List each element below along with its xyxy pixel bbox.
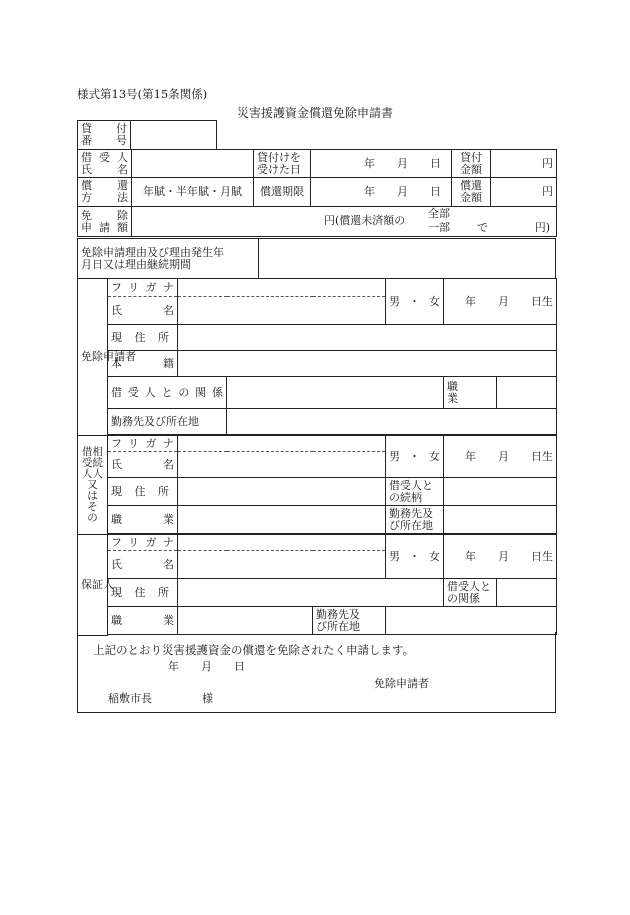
applicant-workplace-field[interactable] (227, 409, 557, 435)
heir-address-field[interactable] (178, 478, 386, 506)
guarantor-birthdate[interactable]: 年 月 日生 (444, 535, 557, 579)
guarantor-furigana-label: フリガナ (108, 535, 178, 551)
heir-name-label: 氏 名 (108, 452, 178, 478)
heir-address-label: 現住所 (108, 478, 178, 506)
applicant-address-label: 現住所 (108, 325, 178, 351)
loan-number-table (77, 120, 217, 150)
applicant-name-label: 氏 名 (108, 297, 178, 325)
loan-number-field[interactable] (131, 121, 217, 150)
loan-number-label: 貸 付 番 号 (78, 121, 131, 150)
heir-workplace-field[interactable] (444, 506, 557, 534)
applicant-signature-label: 免除申請者 (374, 677, 429, 690)
mayor-label: 稲敷市長 (108, 692, 152, 705)
loan-details-table (77, 149, 557, 237)
heir-birthdate[interactable]: 年 月 日生 (444, 436, 557, 478)
heir-group-label: 借相 受続 人人 又 はその (78, 436, 108, 535)
heir-occupation-label: 職 業 (108, 506, 178, 534)
applicant-occupation-field[interactable] (497, 377, 557, 409)
repay-amount-field[interactable]: 円 (491, 178, 557, 207)
guarantor-occupation-field[interactable] (178, 607, 313, 635)
repay-method-field[interactable]: 年賦・半年賦・月賦 (132, 178, 254, 207)
guarantor-furigana-field[interactable] (178, 535, 386, 551)
loan-amount-label: 貸付 金額 (452, 150, 491, 178)
repay-amount-label: 償還 金額 (452, 178, 491, 207)
loan-date-field[interactable]: 年 月 日 (311, 150, 452, 178)
repay-method-label: 償 還 方 法 (78, 178, 132, 207)
repay-period-label: 償還期限 (254, 178, 311, 207)
form-number: 様式第13号(第15条関係) (77, 87, 208, 101)
heir-workplace-label: 勤務先及 び所在地 (386, 506, 444, 534)
heir-relation-field[interactable] (444, 478, 557, 506)
reason-field[interactable] (259, 239, 556, 279)
applicant-gender[interactable]: 男・女 (386, 279, 444, 325)
applicant-furigana-label: フリガナ (108, 279, 178, 297)
exempt-amount-field[interactable]: 円(償還未済額の 全部 一部 で 円) (132, 207, 557, 237)
applicant-relation-field[interactable] (227, 377, 444, 409)
guarantor-group-label: 保証人 (78, 535, 108, 636)
heir-furigana-field[interactable] (178, 436, 386, 452)
persons-table (77, 278, 557, 636)
guarantor-relation-field[interactable] (497, 579, 557, 607)
applicant-workplace-label: 勤務先及び所在地 (108, 409, 227, 435)
applicant-relation-label: 借受人との関係 (108, 377, 227, 409)
applicant-occupation-label: 職 業 (444, 377, 497, 409)
application-statement-box (77, 632, 556, 713)
heir-furigana-label: フリガナ (108, 436, 178, 452)
applicant-domicile-label: 本 籍 (108, 351, 178, 377)
honorific-label: 様 (202, 692, 213, 705)
applicant-furigana-field[interactable] (178, 279, 386, 297)
guarantor-name-label: 氏 名 (108, 551, 178, 579)
guarantor-address-label: 現住所 (108, 579, 178, 607)
guarantor-workplace-label: 勤務先及 び所在地 (313, 607, 386, 635)
loan-amount-field[interactable]: 円 (491, 150, 557, 178)
application-date[interactable]: 年 月 日 (168, 660, 245, 673)
guarantor-relation-label: 借受人と の関係 (444, 579, 497, 607)
applicant-birthdate[interactable]: 年 月 日生 (444, 279, 557, 325)
applicant-address-field[interactable] (178, 325, 557, 351)
guarantor-address-field[interactable] (178, 579, 444, 607)
heir-name-field[interactable] (178, 452, 386, 478)
borrower-name-field[interactable] (132, 150, 254, 178)
guarantor-name-field[interactable] (178, 551, 386, 579)
repay-period-field[interactable]: 年 月 日 (311, 178, 452, 207)
document-title: 災害援護資金償還免除申請書 (236, 106, 393, 120)
guarantor-gender[interactable]: 男・女 (386, 535, 444, 579)
exempt-amount-label: 免 除 申請額 (78, 207, 132, 237)
reason-label: 免除申請理由及び理由発生年 月日又は理由継続期間 (78, 239, 259, 279)
guarantor-occupation-label: 職 業 (108, 607, 178, 635)
applicant-domicile-field[interactable] (178, 351, 557, 377)
borrower-name-label: 借受人 氏 名 (78, 150, 132, 178)
applicant-name-field[interactable] (178, 297, 386, 325)
heir-occupation-field[interactable] (178, 506, 386, 534)
guarantor-workplace-field[interactable] (386, 607, 557, 635)
statement-text: 上記のとおり災害援護資金の償還を免除されたく申請します。 (93, 643, 415, 657)
reason-table (77, 238, 556, 279)
heir-gender[interactable]: 男・女 (386, 436, 444, 478)
heir-relation-label: 借受人と の続柄 (386, 478, 444, 506)
loan-date-label: 貸付けを 受けた日 (254, 150, 311, 178)
applicant-group-label: 免除申請者 (78, 279, 108, 436)
